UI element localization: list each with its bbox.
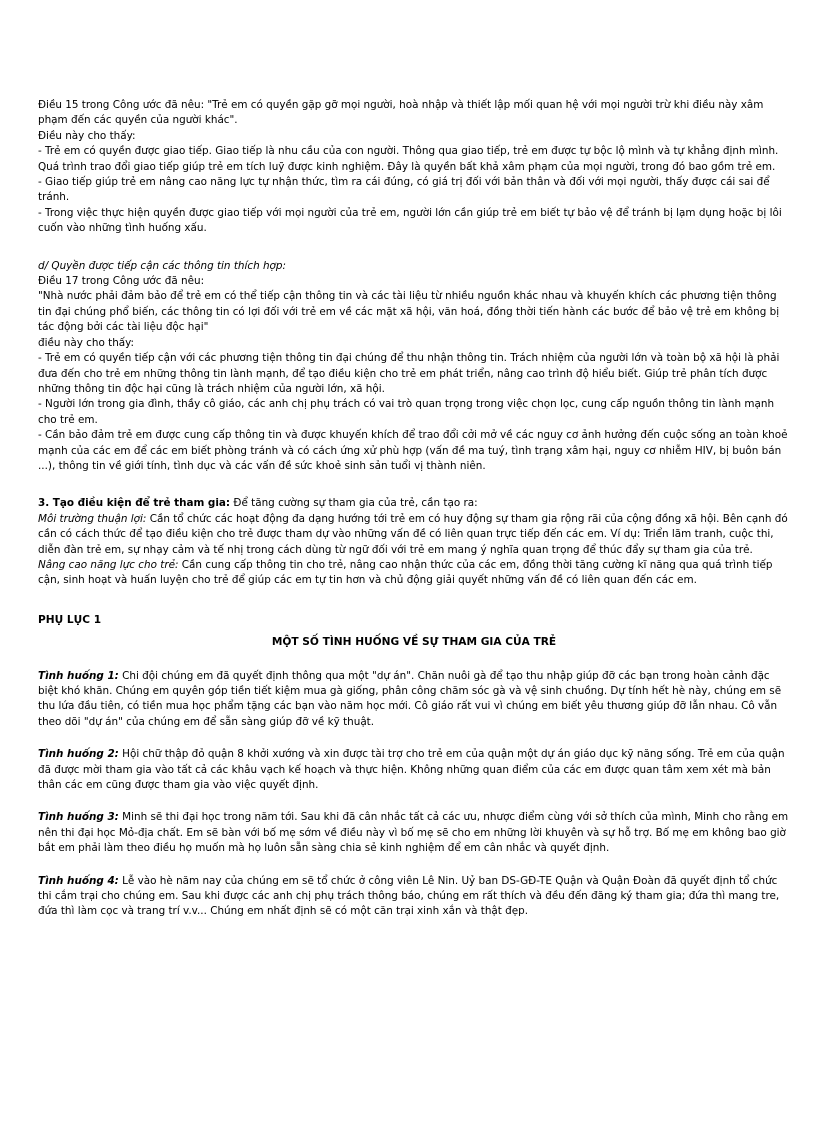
case-2 — [38, 747, 790, 793]
case-3-head: Tình huống 3: — [38, 811, 119, 824]
document-page — [38, 98, 790, 920]
section-3-heading — [38, 496, 790, 511]
capacity-text: Cần cung cấp thông tin cho trẻ, nâng cao nhận thức của các em, đồng thời tăng cường kĩ năng qua quá trình tiếp cận, sinh hoạt và huấn luyện cho trẻ để giúp các em tự tin hơn và chủ động giải quyết những vấn đề có liên quan đến các em. — [38, 558, 773, 587]
case-3-text: Minh sẽ thi đại học trong năm tới. Sau khi đã cân nhắc tất cả các ưu, nhược điểm cùng với sở thích của mình, Minh cho rằng em nên thi đại học Mỏ-địa chất. Em sẽ bàn với bố mẹ sớm về điều này vì bố mẹ sẽ cho em những lời khuyên và sự hỗ trợ. Bố mẹ em không bao giờ bắt em phải làm theo điều họ muốn mà họ luôn sẵn sàng chia sẻ kinh nghiệm để em cân nhắc và quyết định. — [38, 811, 789, 855]
case-2-text: Hội chữ thập đỏ quận 8 khởi xướng và xin được tài trợ cho trẻ em của quận một dự án giáo dục kỹ năng sống. Trẻ em của quận đã được mời tham gia vào tất cả các khâu vạch kế hoạch và thực hiện. Không những quan điểm của các em được quan tâm xem xét mà bản thân các em cũng được tham gia vào việc quyết định. — [38, 748, 785, 792]
article-15-bullet-2: - Giao tiếp giúp trẻ em nâng cao năng lực tự nhận thức, tìm ra cái đúng, có giá trị đối với bản thân và đối với mọi người, thấy được cái sai để tránh. — [38, 176, 770, 204]
capacity-paragraph — [38, 558, 790, 589]
article-17-intro: Điều 17 trong Công ước đã nêu: — [38, 275, 205, 288]
article-15-bullet-1: - Trẻ em có quyền được giao tiếp. Giao tiếp là nhu cầu của con người. Thông qua giao tiếp, trẻ em được tự bộc lộ mình và tự khẳng định mình. Quá trình trao đổi giao tiếp giúp trẻ em tích luỹ được kinh nghiệm. Đây là quyền bất khả xâm phạm của mọi người, trong đó bao gồm trẻ em. — [38, 145, 779, 173]
section-3-title-rest: Để tăng cường sự tham gia của trẻ, cần tạo ra: — [230, 497, 478, 510]
article-15-bullet-3: - Trong việc thực hiện quyền được giao tiếp với mọi người của trẻ em, người lớn cần giúp trẻ em biết tự bảo vệ để tránh bị lạm dụng hoặc bị lôi cuốn vào những tình huống xấu. — [38, 206, 782, 235]
article-17-bullet-2: - Người lớn trong gia đình, thầy cô giáo, các anh chị phụ trách có vai trò quan trọng trong việc chọn lọc, cung cấp nguồn thông tin lành mạnh cho trẻ em. — [38, 398, 775, 426]
appendix-label: PHỤ LỤC 1 — [38, 613, 102, 626]
appendix-title: MỘT SỐ TÌNH HUỐNG VỀ SỰ THAM GIA CỦA TRẺ — [271, 636, 557, 649]
article-17-bullet-3: - Cần bảo đảm trẻ em được cung cấp thông tin và được khuyến khích để trao đổi cởi mở về các nguy cơ ảnh hưởng đến cuộc sống an toàn khoẻ mạnh của các em để các em biết phòng tránh và có cách ứng xử phù hợp (vấn đề ma tuý, tình trạng xâm hại, nguy cơ nhiễm HIV, bị buôn bán ...), thông tin về giới tính, tình dục và các vấn đề sức khoẻ sinh sản tuổi vị thành niên. — [38, 429, 788, 472]
case-4-head: Tình huống 4: — [38, 874, 119, 887]
article-17-lead: điều này cho thấy: — [38, 336, 135, 349]
case-1 — [38, 669, 790, 731]
case-4 — [38, 874, 790, 920]
case-1-text: Chi đội chúng em đã quyết định thông qua một "dự án". Chăn nuôi gà để tạo thu nhập giúp đỡ các bạn trong hoàn cảnh đặc biệt khó khăn. Chúng em quyên góp tiền tiết kiệm mua gà giống, phân công chăm sóc gà và vệ sinh chuồng. Dự tính hết hè này, chúng em sẽ thu lứa đầu tiên, có tiền mua học phẩm tặng các bạn vào năm học mới. Cô giáo rất vui vì chúng em biết yêu thương giúp đỡ lẫn nhau. Cô vẫn theo dõi "dự án" của chúng em để sẵn sàng giúp đỡ về kỹ thuật. — [38, 669, 782, 728]
article-15-lead: Điều này cho thấy: — [38, 129, 136, 142]
capacity-label: Nâng cao năng lực cho trẻ: — [38, 558, 179, 571]
case-3 — [38, 810, 790, 856]
section-d-heading: d/ Quyền được tiếp cận các thông tin thích hợp: — [38, 259, 287, 272]
environment-label: Môi trường thuận lợi: — [38, 512, 147, 525]
article-17-quote: "Nhà nước phải đảm bảo để trẻ em có thể tiếp cận thông tin và các tài liệu từ nhiều nguồn khác nhau và khuyến khích các phương tiện thông tin đại chúng phổ biến, các thông tin có lợi đối với trẻ em về các mặt xã hội, văn hoá, đồng thời tiến hành các bước để bảo vệ trẻ em không bị tác động bởi các tài liệu độc hại" — [38, 290, 780, 334]
article-17-bullet-1: - Trẻ em có quyền tiếp cận với các phương tiện thông tin đại chúng để thu nhận thông tin. Trách nhiệm của người lớn và toàn bộ xã hội là phải đưa đến cho trẻ em những thông tin lành mạnh, để tạo điều kiện cho trẻ em phát triển, nâng cao trình độ hiểu biết. Giúp trẻ phân tích được những thông tin độc hại cũng là trách nhiệm của người lớn, xã hội. — [38, 352, 780, 395]
case-2-head: Tình huống 2: — [38, 748, 119, 761]
environment-text: Cần tổ chức các hoạt động đa dạng hướng tới trẻ em có huy động sự tham gia rộng rãi của cộng đồng xã hội. Bên cạnh đó cần có cách thức để tạo điều kiện cho trẻ được tham dự vào những vấn đề có liên quan trực tiếp đến các em. Ví dụ: Triển lãm tranh, cuộc thi, diễn đàn trẻ em, sự nhạy cảm và tế nhị trong cách dùng từ ngữ đối với trẻ em mang ý nghĩa quan trọng để thúc đẩy sự tham gia của trẻ. — [38, 512, 788, 556]
environment-paragraph — [38, 512, 790, 558]
section-3-title: 3. Tạo điều kiện để trẻ tham gia: — [38, 497, 231, 510]
article-15-intro: Điều 15 trong Công ước đã nêu: "Trẻ em có quyền gặp gỡ mọi người, hoà nhập và thiết lập mối quan hệ với mọi người trừ khi điều này xâm phạm đến các quyền của người khác". — [38, 99, 764, 127]
case-1-head: Tình huống 1: — [38, 669, 119, 682]
case-4-text: Lễ vào hè năm nay của chúng em sẽ tổ chức ở công viên Lê Nin. Uỷ ban DS-GĐ-TE Quận và Quận Đoàn đã quyết định tổ chức thi cắm trại cho chúng em. Sau khi được các anh chị phụ trách thông báo, chúng em rất thích và đều đến đăng ký tham gia; đứa thì mang tre, đứa thì làm cọc và trang trí v.v... Chúng em nhất định sẽ có một căn trại xinh xắn và thật đẹp. — [38, 874, 780, 918]
